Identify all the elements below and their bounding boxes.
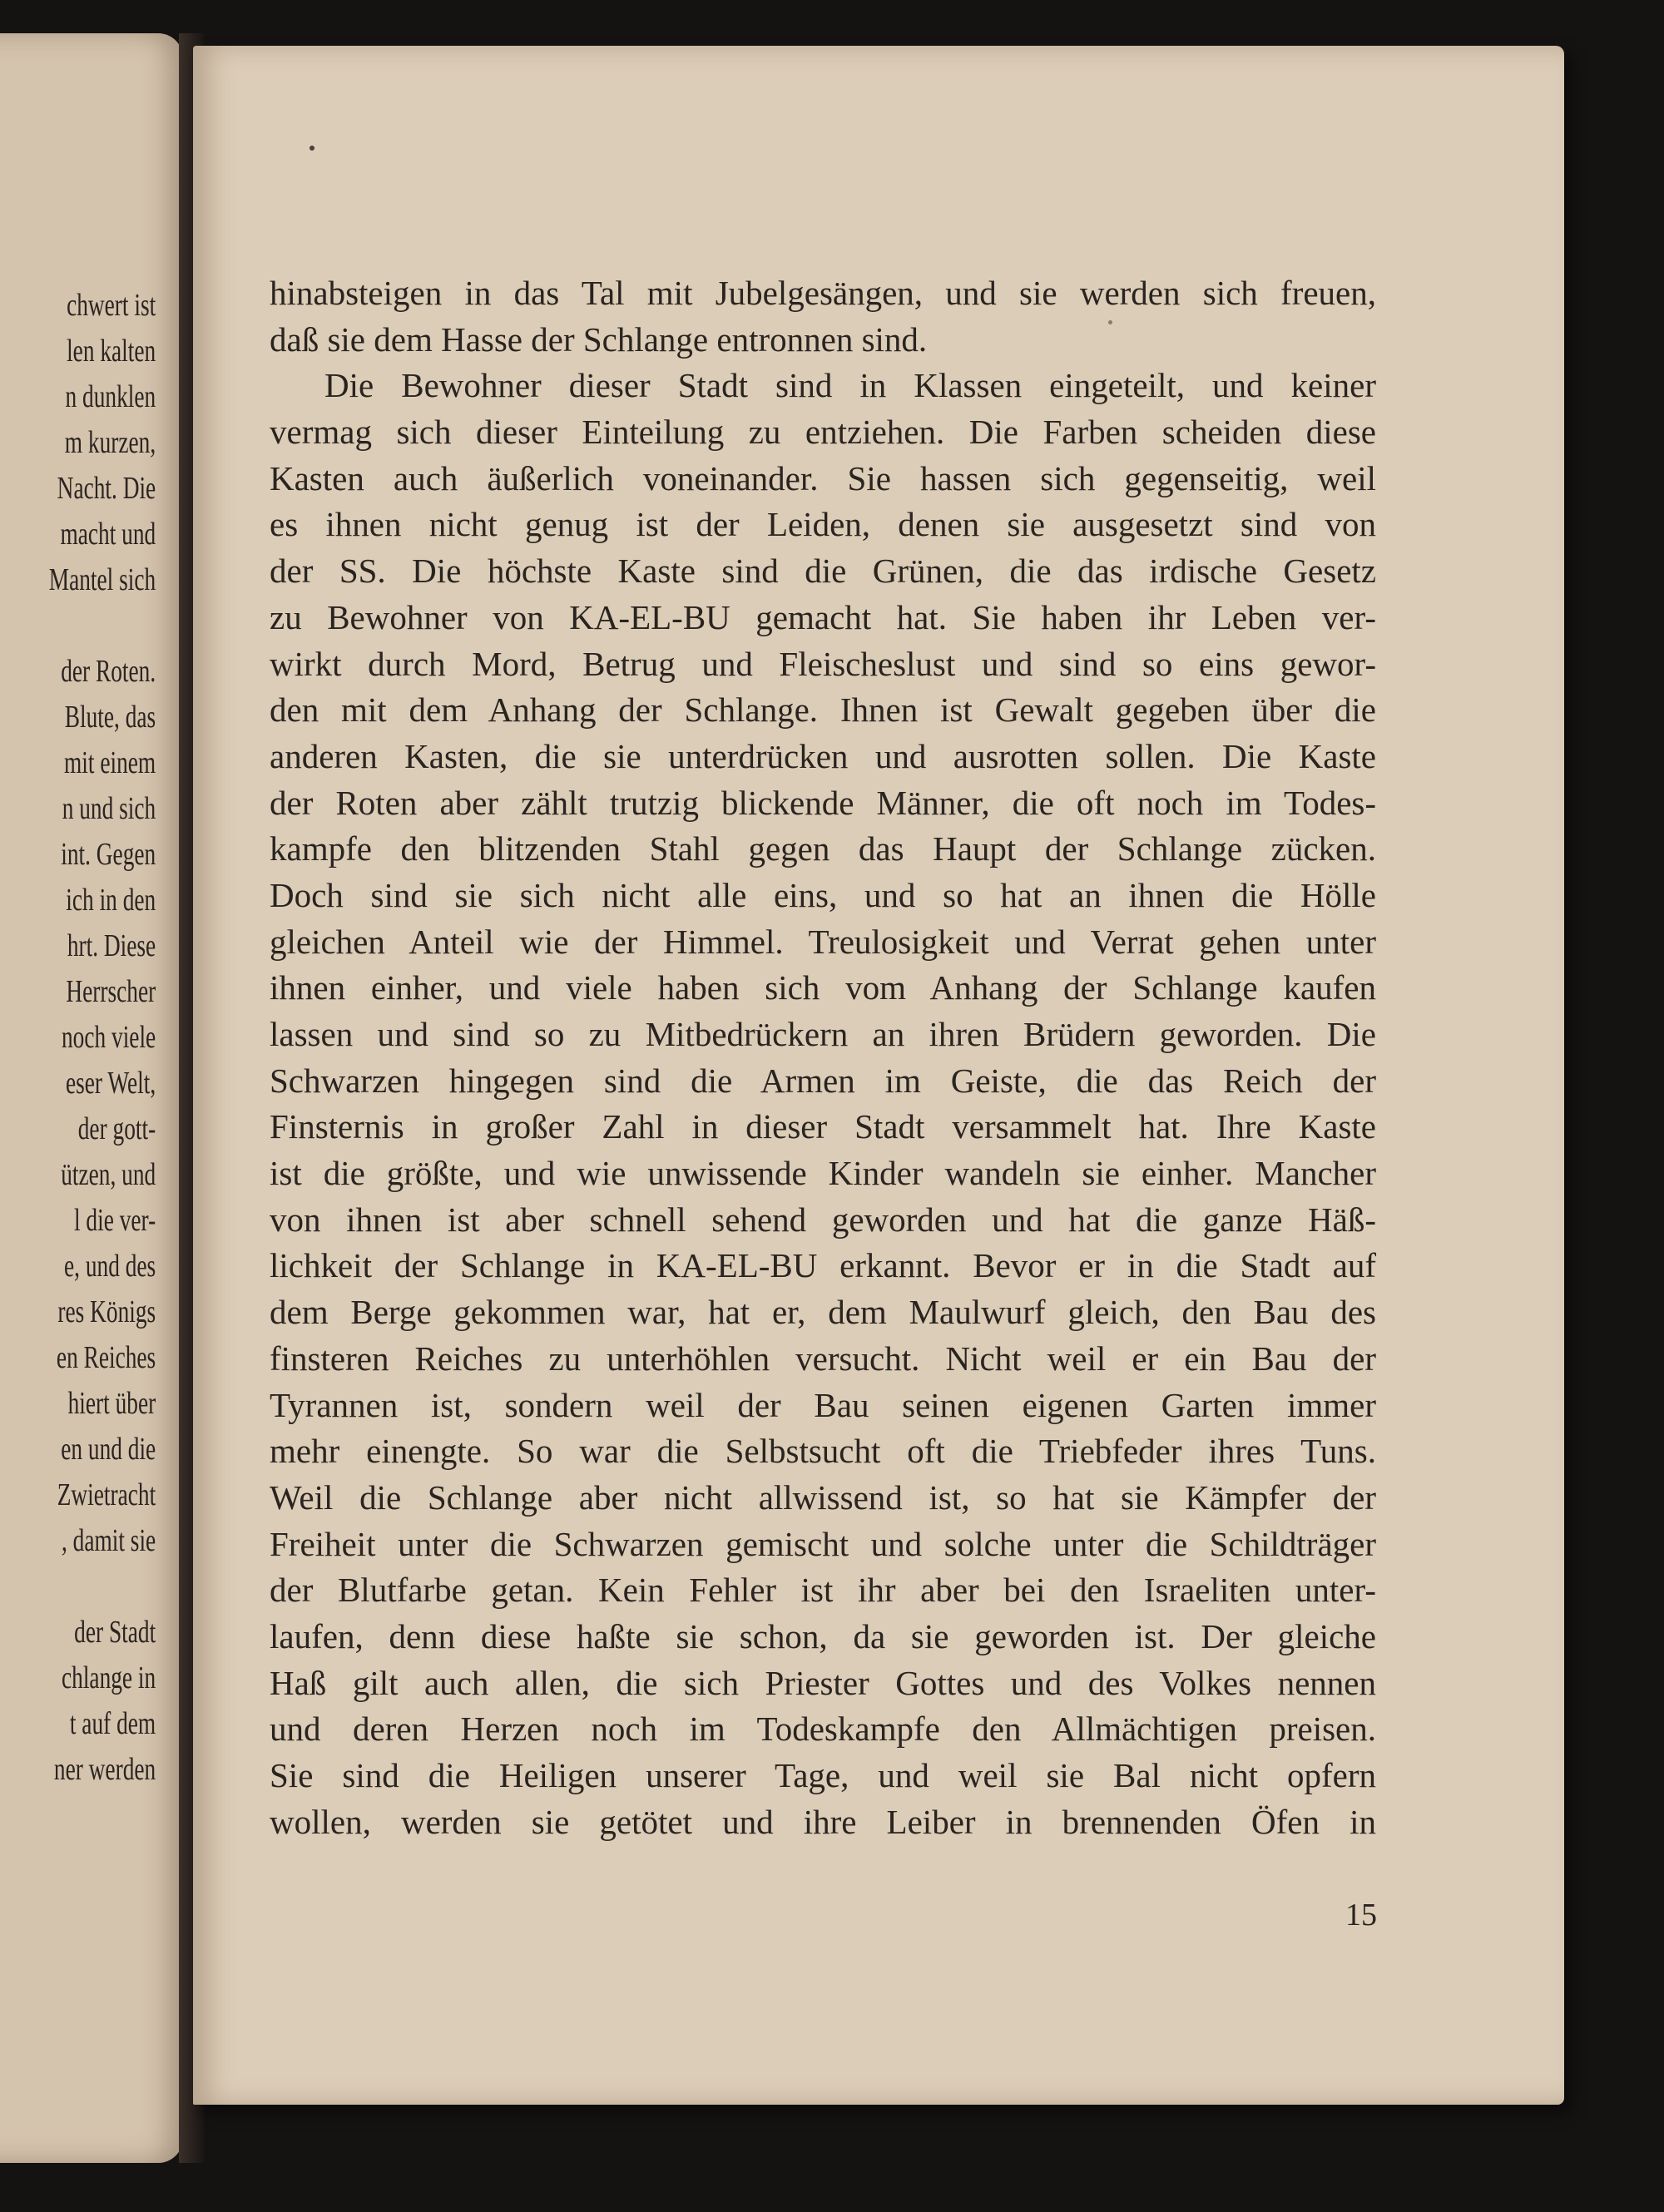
left-line: Zwietracht [57, 1477, 156, 1512]
left-facing-page [0, 33, 183, 2163]
text-line: kampfe den blitzenden Stahl gegen das Haupt der Schlange zücken. [270, 829, 1376, 868]
left-line: l die ver- [73, 1203, 156, 1238]
left-line: noch viele [62, 1020, 156, 1055]
left-line: en Reiches [56, 1340, 156, 1375]
left-line: len kalten [67, 334, 156, 369]
page-number: 15 [1345, 1898, 1377, 1932]
text-line: der SS. Die höchste Kaste sind die Grünen, die das irdische Gesetz [270, 552, 1376, 591]
text-line: Schwarzen hingegen sind die Armen im Geiste, die das Reich der [270, 1061, 1376, 1100]
left-paragraph-gap [0, 603, 156, 649]
left-line: t auf dem [69, 1706, 156, 1741]
text-line: wirkt durch Mord, Betrug und Fleischeslust und sind so eins gewor- [270, 644, 1376, 683]
paper-speck [310, 146, 314, 151]
text-line: zu Bewohner von KA-EL-BU gemacht hat. Sie haben ihr Leben ver- [270, 597, 1376, 636]
left-line: chlange in [62, 1660, 156, 1695]
text-line: laufen, denn diese haßte sie schon, da sie geworden ist. Der gleiche [270, 1616, 1376, 1655]
left-line: ich in den [66, 883, 156, 918]
text-line: Weil die Schlange aber nicht allwissend ist, so hat sie Kämpfer der [270, 1477, 1376, 1517]
left-line: der Stadt [74, 1615, 156, 1650]
text-line: der Roten aber zählt trutzig blickende Männer, die oft noch im Todes- [270, 783, 1376, 822]
text-line: daß sie dem Hasse der Schlange entronnen sind. [270, 319, 928, 359]
text-line: lichkeit der Schlange in KA-EL-BU erkannt. Bevor er in die Stadt auf [270, 1246, 1376, 1285]
text-line: Sie sind die Heiligen unserer Tage, und weil sie Bal nicht opfern [270, 1756, 1376, 1794]
text-line: lassen und sind so zu Mitbedrückern an ihren Brüdern geworden. Die [270, 1015, 1376, 1053]
text-line: Tyrannen ist, sondern weil der Bau seinen eigenen Garten immer [270, 1385, 1376, 1424]
text-line: wollen, werden sie getötet und ihre Leiber in brennenden Öfen in [270, 1802, 1376, 1841]
left-line: der Roten. [61, 654, 156, 689]
text-line: Haß gilt auch allen, die sich Priester Gottes und des Volkes nennen [270, 1663, 1376, 1702]
text-line: von ihnen ist aber schnell sehend geworden und hat die ganze Häß- [270, 1200, 1376, 1239]
text-line: Freiheit unter die Schwarzen gemischt und solche unter die Schildträger [270, 1524, 1376, 1563]
left-line: Nacht. Die [57, 471, 156, 506]
text-line: Finsternis in großer Zahl in dieser Stadt versammelt hat. Ihre Kaste [270, 1107, 1376, 1146]
right-page [193, 46, 1564, 2105]
left-line: m kurzen, [64, 425, 156, 460]
text-line: Die Bewohner dieser Stadt sind in Klassen eingeteilt, und keiner [324, 366, 1376, 405]
left-line: Blute, das [64, 700, 156, 735]
left-line: eser Welt, [65, 1066, 156, 1101]
text-line: der Blutfarbe getan. Kein Fehler ist ihr aber bei den Israeliten unter- [270, 1571, 1376, 1610]
left-line: macht und [60, 517, 156, 552]
text-line: finsteren Reiches zu unterhöhlen versucht. Nicht weil er ein Bau der [270, 1339, 1376, 1378]
left-line: n dunklen [65, 379, 156, 414]
left-line: hiert über [67, 1386, 156, 1421]
text-line: ist die größte, und wie unwissende Kinder wandeln sie einher. Mancher [270, 1154, 1376, 1193]
body-text [270, 270, 1376, 1845]
left-line: e, und des [64, 1249, 156, 1284]
left-line: ützen, und [61, 1157, 156, 1192]
text-line: gleichen Anteil wie der Himmel. Treulosigkeit und Verrat gehen unter [270, 922, 1376, 961]
left-line: chwert ist [67, 288, 156, 323]
left-line: Herrscher [66, 974, 156, 1009]
text-line: es ihnen nicht genug ist der Leiden, denen sie ausgesetzt sind von [270, 505, 1376, 544]
left-line: hrt. Diese [67, 928, 156, 963]
left-line: , damit sie [61, 1523, 156, 1558]
text-line: ihnen einher, und viele haben sich vom Anhang der Schlange kaufen [270, 968, 1376, 1007]
text-line: und deren Herzen noch im Todeskampfe den Allmächtigen preisen. [270, 1710, 1376, 1749]
text-line: vermag sich dieser Einteilung zu entziehen. Die Farben scheiden diese [270, 413, 1376, 452]
left-line: mit einem [64, 745, 156, 780]
left-line: en und die [61, 1432, 156, 1467]
left-line: ner werden [53, 1752, 156, 1787]
left-paragraph-gap [0, 1564, 156, 1610]
text-line: anderen Kasten, die sie unterdrücken und ausrotten sollen. Die Kaste [270, 736, 1376, 775]
text-line: den mit dem Anhang der Schlange. Ihnen ist Gewalt gegeben über die [270, 690, 1376, 730]
text-line: Kasten auch äußerlich voneinander. Sie hassen sich gegenseitig, weil [270, 458, 1376, 497]
text-line: mehr einengte. So war die Selbstsucht oft die Triebfeder ihres Tuns. [270, 1432, 1376, 1471]
left-line: Mantel sich [48, 562, 156, 597]
left-line: der gott- [77, 1111, 156, 1146]
left-line: int. Gegen [61, 837, 156, 872]
text-line: dem Berge gekommen war, hat er, dem Maulwurf gleich, den Bau des [270, 1293, 1376, 1332]
left-page-text [0, 283, 156, 1793]
text-line: Doch sind sie sich nicht alle eins, und so hat an ihnen die Hölle [270, 875, 1376, 914]
left-line: res Königs [57, 1294, 156, 1329]
left-line: n und sich [62, 791, 156, 826]
text-line: hinabsteigen in das Tal mit Jubelgesängen, und sie werden sich freuen, [270, 274, 1376, 312]
